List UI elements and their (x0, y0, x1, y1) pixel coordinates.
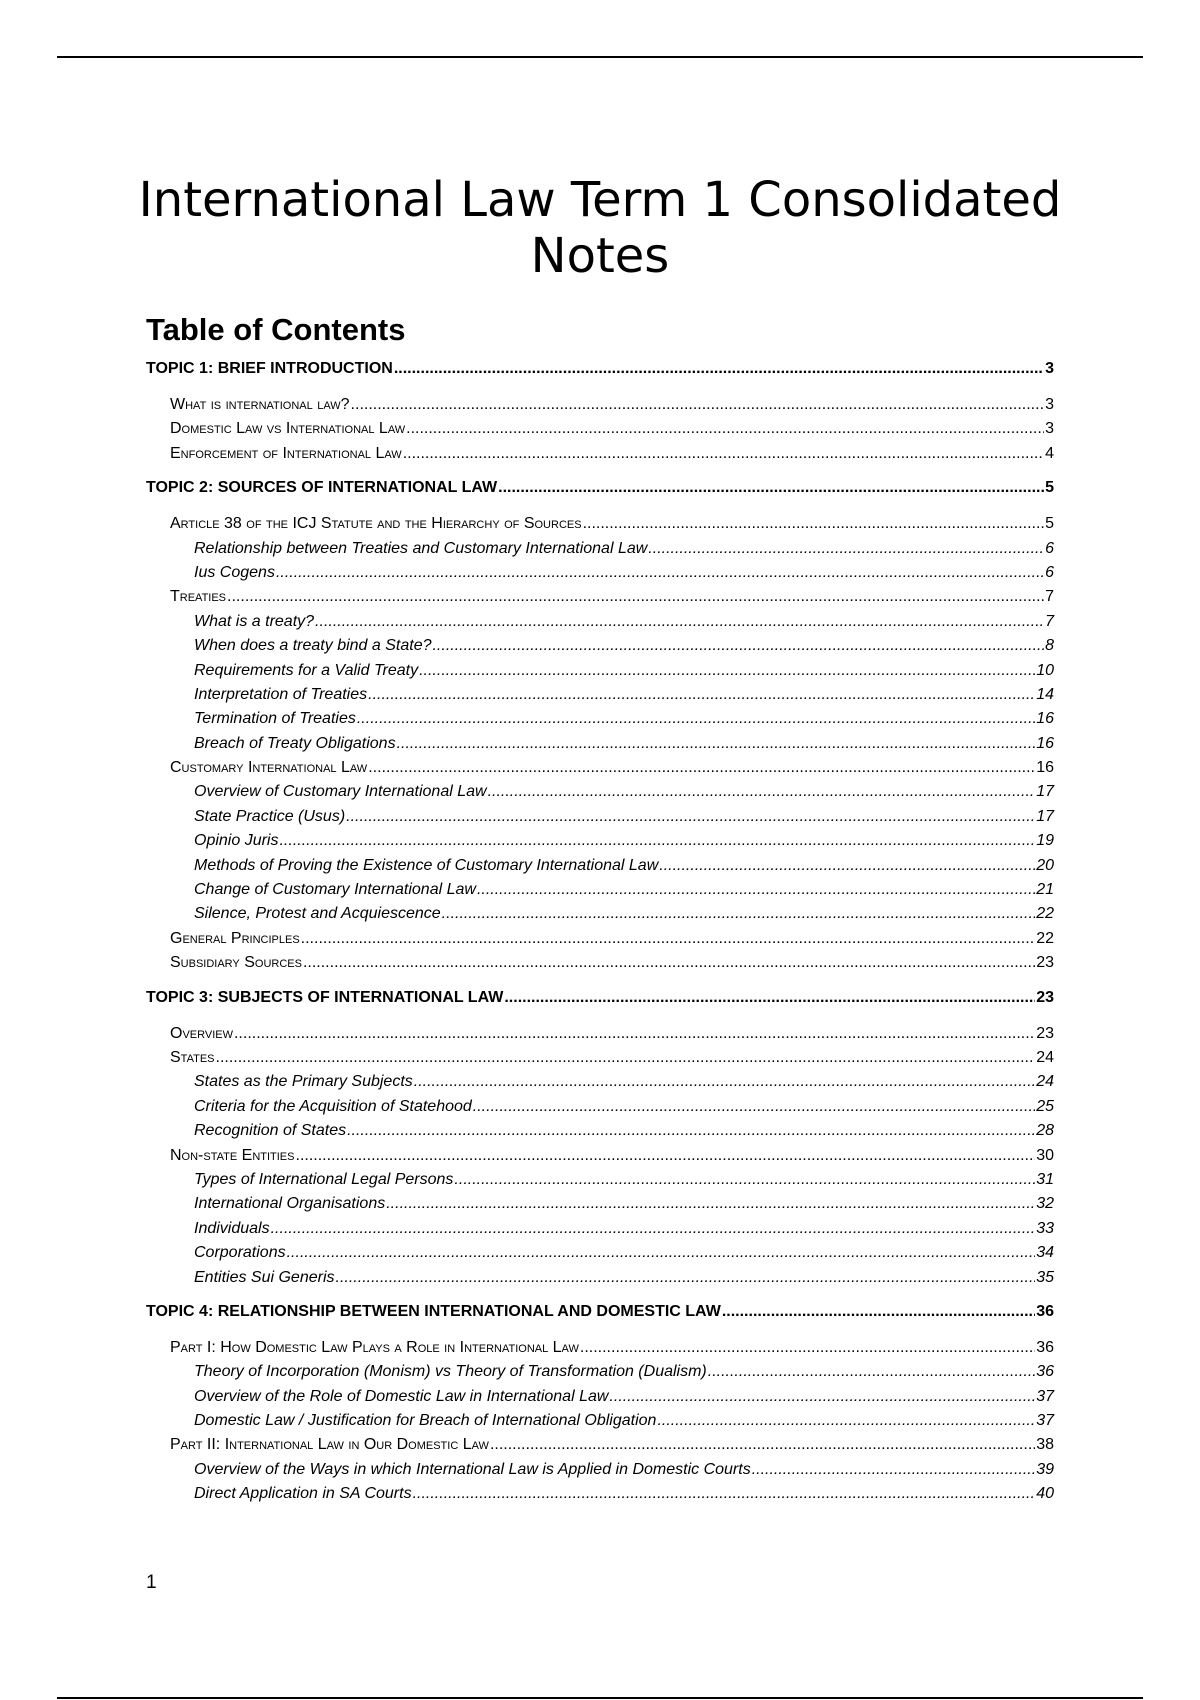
toc-entry-page: 30 (1036, 1146, 1054, 1164)
toc-entry-level-1[interactable] (146, 360, 1054, 386)
toc-dot-leader (397, 735, 1036, 753)
toc-entry-page: 36 (1036, 1338, 1054, 1356)
toc-dot-leader (708, 1363, 1035, 1381)
toc-dot-leader (315, 613, 1044, 631)
toc-entry-level-3[interactable] (146, 1363, 1054, 1387)
toc-entry-level-3[interactable] (146, 1171, 1054, 1195)
toc-entry-text: Non-state Entities (170, 1146, 295, 1164)
toc-entry-text: Change of Customary International Law (194, 881, 476, 899)
toc-entry-level-2[interactable] (146, 1025, 1054, 1049)
toc-entry-level-3[interactable] (146, 808, 1054, 832)
toc-entry-level-3[interactable] (146, 564, 1054, 588)
toc-entry-page: 5 (1045, 515, 1054, 533)
toc-entry-level-3[interactable] (146, 637, 1054, 661)
toc-entry-page: 37 (1036, 1412, 1054, 1430)
toc-dot-leader (488, 783, 1036, 801)
toc-entry-text: TOPIC 2: SOURCES OF INTERNATIONAL LAW (146, 479, 498, 497)
toc-dot-leader (498, 479, 1044, 497)
toc-dot-leader (432, 637, 1044, 655)
toc-entry-level-3[interactable] (146, 905, 1054, 929)
footer-rule (57, 1697, 1143, 1699)
toc-entry-text: States as the Primary Subjects (194, 1073, 413, 1091)
toc-dot-leader (473, 1098, 1035, 1116)
toc-entry-page: 8 (1045, 637, 1054, 655)
toc-entry-level-2[interactable] (146, 420, 1054, 444)
toc-entry-page: 16 (1036, 759, 1054, 777)
toc-entry-level-3[interactable] (146, 1269, 1054, 1293)
toc-dot-leader (414, 1073, 1035, 1091)
toc-dot-leader (394, 360, 1044, 378)
toc-entry-page: 16 (1036, 734, 1054, 752)
toc-entry-page: 24 (1036, 1048, 1054, 1066)
toc-entry-text: Domestic Law vs International Law (170, 420, 406, 438)
toc-entry-level-3[interactable] (146, 783, 1054, 807)
toc-entry-text: Interpretation of Treaties (194, 685, 368, 703)
toc-dot-leader (386, 1195, 1035, 1213)
toc-entry-page: 23 (1036, 954, 1054, 972)
toc-entry-text: TOPIC 4: RELATIONSHIP BETWEEN INTERNATIONAL AND DOMESTIC LAW (146, 1302, 721, 1320)
toc-entry-level-3[interactable] (146, 832, 1054, 856)
toc-dot-leader (504, 989, 1035, 1007)
toc-entry-text: Methods of Proving the Existence of Customary International Law (194, 856, 659, 874)
toc-entry-level-2[interactable] (146, 930, 1054, 954)
toc-entry-level-3[interactable] (146, 1073, 1054, 1097)
toc-entry-page: 24 (1036, 1073, 1054, 1091)
toc-heading: Table of Contents (146, 312, 406, 347)
toc-dot-leader (303, 954, 1035, 972)
toc-entry-page: 4 (1045, 444, 1054, 462)
toc-dot-leader (752, 1461, 1036, 1479)
toc-entry-text: State Practice (Usus) (194, 807, 346, 825)
toc-entry-level-3[interactable] (146, 1098, 1054, 1122)
toc-entry-level-1[interactable] (146, 989, 1054, 1015)
toc-entry-level-3[interactable] (146, 881, 1054, 905)
toc-entry-level-3[interactable] (146, 1122, 1054, 1146)
toc-entry-level-2[interactable] (146, 1147, 1054, 1171)
toc-entry-text: Entities Sui Generis (194, 1268, 335, 1286)
toc-entry-page: 6 (1045, 563, 1054, 581)
toc-entry-text: What is a treaty? (194, 612, 315, 630)
toc-entry-level-3[interactable] (146, 1388, 1054, 1412)
toc-entry-level-3[interactable] (146, 1412, 1054, 1436)
toc-entry-page: 38 (1036, 1436, 1054, 1454)
toc-entry-text: Enforcement of International Law (170, 444, 402, 462)
toc-entry-level-3[interactable] (146, 540, 1054, 564)
toc-entry-page: 3 (1045, 360, 1054, 377)
toc-dot-leader (279, 832, 1035, 850)
toc-dot-leader (301, 930, 1036, 948)
toc-entry-page: 23 (1036, 1024, 1054, 1042)
toc-entry-text: TOPIC 3: SUBJECTS OF INTERNATIONAL LAW (146, 988, 504, 1006)
toc-entry-text: Overview of the Role of Domestic Law in International Law (194, 1387, 609, 1405)
toc-entry-text: Corporations (194, 1244, 286, 1262)
toc-entry-page: 14 (1036, 685, 1054, 703)
toc-entry-level-1[interactable] (146, 1303, 1054, 1329)
toc-entry-page: 36 (1036, 1302, 1054, 1320)
toc-dot-leader (490, 1436, 1035, 1454)
toc-entry-text: International Organisations (194, 1195, 386, 1213)
toc-entry-page: 21 (1036, 881, 1054, 899)
toc-dot-leader (287, 1244, 1036, 1262)
toc-dot-leader (368, 686, 1035, 704)
toc-entry-level-2[interactable] (146, 1436, 1054, 1460)
toc-dot-leader (580, 1339, 1035, 1357)
toc-entry-level-3[interactable] (146, 613, 1054, 637)
document-title: International Law Term 1 Consolidated Notes (138, 172, 1062, 285)
toc-dot-leader (271, 1220, 1036, 1238)
toc-entry-level-2[interactable] (146, 396, 1054, 420)
toc-dot-leader (216, 1049, 1036, 1067)
toc-dot-leader (657, 1412, 1035, 1430)
toc-entry-page: 39 (1036, 1460, 1054, 1478)
toc-entry-page: 34 (1036, 1244, 1054, 1262)
toc-dot-leader (347, 1122, 1035, 1140)
toc-entry-page: 22 (1036, 929, 1054, 947)
toc-entry-page: 37 (1036, 1387, 1054, 1405)
toc-dot-leader (336, 1269, 1036, 1287)
toc-dot-leader (648, 540, 1044, 558)
toc-entry-level-3[interactable] (146, 1195, 1054, 1219)
toc-entry-page: 40 (1036, 1485, 1054, 1503)
toc-dot-leader (406, 420, 1044, 438)
toc-entry-text: Article 38 of the ICJ Statute and the Hierarchy of Sources (170, 515, 582, 533)
toc-dot-leader (227, 588, 1044, 606)
toc-dot-leader (234, 1025, 1035, 1043)
toc-entry-level-3[interactable] (146, 735, 1054, 759)
toc-entry-text: What is international law? (170, 396, 350, 413)
toc-entry-page: 22 (1036, 905, 1054, 923)
toc-entry-page: 33 (1036, 1219, 1054, 1237)
toc-entry-level-3[interactable] (146, 710, 1054, 734)
toc-dot-leader (413, 1485, 1036, 1503)
toc-entry-page: 5 (1045, 479, 1054, 497)
toc-entry-text: Direct Application in SA Courts (194, 1485, 412, 1503)
toc-entry-text: General Principles (170, 929, 300, 947)
toc-entry-page: 7 (1045, 588, 1054, 606)
toc-entry-level-3[interactable] (146, 662, 1054, 686)
toc-entry-text: Breach of Treaty Obligations (194, 734, 396, 752)
toc-entry-page: 31 (1036, 1170, 1054, 1188)
toc-entry-text: States (170, 1048, 215, 1066)
toc-entry-page: 36 (1036, 1363, 1054, 1381)
toc-entry-text: Domestic Law / Justification for Breach of International Obligation (194, 1412, 657, 1430)
toc-entry-page: 7 (1045, 612, 1054, 630)
toc-entry-text: Individuals (194, 1219, 270, 1237)
toc-entry-level-2[interactable] (146, 1049, 1054, 1073)
toc-dot-leader (368, 759, 1035, 777)
toc-dot-leader (351, 396, 1045, 414)
toc-entry-text: Recognition of States (194, 1122, 347, 1140)
toc-entry-level-2[interactable] (146, 759, 1054, 783)
toc-entry-level-2[interactable] (146, 588, 1054, 612)
toc-entry-page: 3 (1045, 420, 1054, 438)
page-number: 1 (146, 1572, 157, 1593)
toc-entry-page: 35 (1036, 1268, 1054, 1286)
toc-entry-text: Opinio Juris (194, 832, 279, 850)
toc-entry-text: Ius Cogens (194, 563, 275, 581)
toc-entry-page: 17 (1036, 807, 1054, 825)
toc-dot-leader (583, 515, 1045, 533)
toc-dot-leader (276, 564, 1044, 582)
toc-entry-level-2[interactable] (146, 515, 1054, 539)
toc-entry-page: 25 (1036, 1097, 1054, 1115)
toc-entry-text: Types of International Legal Persons (194, 1170, 454, 1188)
toc-entry-level-2[interactable] (146, 445, 1054, 469)
table-of-contents (146, 360, 1054, 1510)
toc-entry-page: 10 (1036, 661, 1054, 679)
toc-entry-text: Relationship between Treaties and Customary International Law (194, 539, 648, 557)
toc-entry-level-3[interactable] (146, 857, 1054, 881)
toc-dot-leader (454, 1171, 1035, 1189)
toc-entry-level-1[interactable] (146, 479, 1054, 505)
toc-entry-text: Requirements for a Valid Treaty (194, 661, 419, 679)
toc-dot-leader (403, 445, 1044, 463)
toc-entry-page: 19 (1036, 832, 1054, 850)
toc-entry-text: Overview of Customary International Law (194, 783, 487, 801)
toc-entry-page: 16 (1036, 710, 1054, 728)
toc-entry-text: Overview (170, 1024, 233, 1042)
toc-dot-leader (477, 881, 1035, 899)
toc-entry-page: 6 (1045, 539, 1054, 557)
toc-entry-text: Termination of Treaties (194, 710, 356, 728)
toc-entry-text: Theory of Incorporation (Monism) vs Theory of Transformation (Dualism) (194, 1363, 707, 1381)
toc-entry-text: Criteria for the Acquisition of Statehood (194, 1097, 472, 1115)
toc-entry-level-2[interactable] (146, 1339, 1054, 1363)
toc-dot-leader (296, 1147, 1036, 1165)
toc-entry-level-2[interactable] (146, 954, 1054, 978)
toc-dot-leader (442, 905, 1036, 923)
toc-entry-text: Part II: International Law in Our Domestic Law (170, 1436, 489, 1454)
toc-entry-level-3[interactable] (146, 1485, 1054, 1509)
toc-dot-leader (346, 808, 1035, 826)
toc-entry-page: 20 (1036, 856, 1054, 874)
toc-entry-page: 23 (1036, 988, 1054, 1006)
toc-entry-text: Overview of the Ways in which International Law is Applied in Domestic Courts (194, 1460, 751, 1478)
toc-entry-page: 3 (1045, 396, 1054, 413)
toc-entry-level-3[interactable] (146, 1244, 1054, 1268)
toc-dot-leader (659, 857, 1035, 875)
toc-entry-level-3[interactable] (146, 1220, 1054, 1244)
toc-dot-leader (609, 1388, 1035, 1406)
toc-entry-level-3[interactable] (146, 1461, 1054, 1485)
toc-entry-page: 17 (1036, 783, 1054, 801)
toc-entry-text: Customary International Law (170, 759, 368, 777)
toc-entry-text: Silence, Protest and Acquiescence (194, 905, 441, 923)
toc-entry-text: When does a treaty bind a State? (194, 637, 432, 655)
toc-entry-page: 28 (1036, 1122, 1054, 1140)
toc-dot-leader (419, 662, 1035, 680)
toc-entry-text: Treaties (170, 588, 227, 606)
toc-dot-leader (722, 1303, 1035, 1321)
toc-entry-level-3[interactable] (146, 686, 1054, 710)
toc-entry-text: TOPIC 1: BRIEF INTRODUCTION (146, 360, 393, 377)
header-rule (57, 56, 1143, 58)
toc-entry-text: Subsidiary Sources (170, 954, 302, 972)
toc-dot-leader (357, 710, 1035, 728)
toc-entry-page: 32 (1036, 1195, 1054, 1213)
toc-entry-text: Part I: How Domestic Law Plays a Role in International Law (170, 1338, 579, 1356)
